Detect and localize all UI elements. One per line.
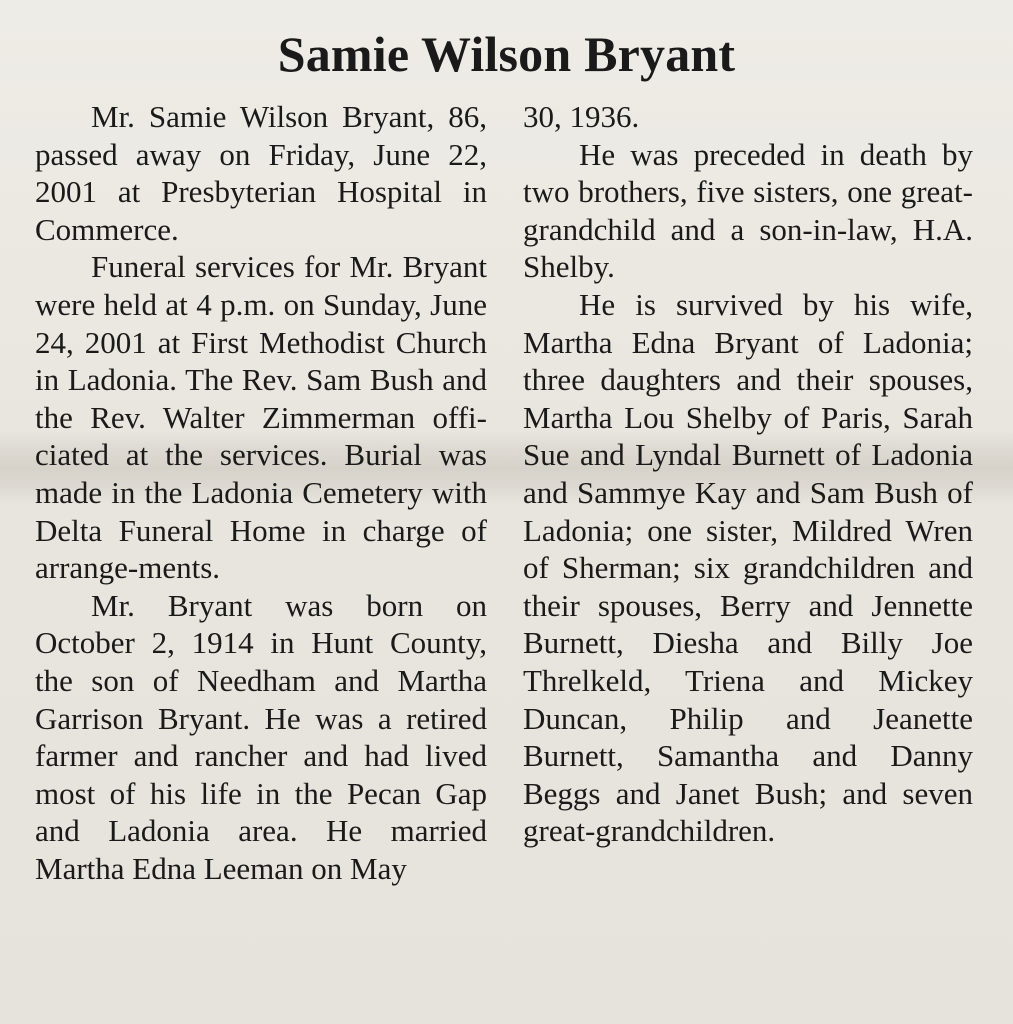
paragraph-biography: Mr. Bryant was born on October 2, 1914 in Hunt County, the son of Needham and Martha Garrison Bryant. He was a retired farmer and rancher and had lived most of his life in the Pecan Gap and Ladonia area. He married Martha Edna Leeman on May (35, 587, 487, 886)
paragraph-preceded-in-death: He was preceded in death by two brothers, five sisters, one great-grandchild and a son-in-law, H.A. Shelby. (523, 136, 973, 285)
paragraph-biography-continued: 30, 1936. (523, 99, 640, 134)
paragraph-funeral-services: Funeral services for Mr. Bryant were held at 4 p.m. on Sunday, June 24, 2001 at First Methodist Church in Ladonia. The Rev. Sam Bush and the Rev. Walter Zimmerman offi-ciated at the services. Burial was made in the Ladonia Cemetery with Delta Funeral Home in charge of arrange-ments. (35, 249, 487, 586)
right-column (523, 98, 973, 850)
paragraph-death-notice: Mr. Samie Wilson Bryant, 86, passed away on Friday, June 22, 2001 at Presbyterian Hospital in Commerce. (35, 99, 487, 247)
paragraph-survivors: He is survived by his wife, Martha Edna Bryant of Ladonia; three daughters and their spouses, Martha Lou Shelby of Paris, Sarah Sue and Lyndal Burnett of Ladonia and Sammye Kay and Sam Bush of Ladonia; one sister, Mildred Wren of Sherman; six grandchildren and their spouses, Berry and Jennette Burnett, Diesha and Billy Joe Threlkeld, Triena and Mickey Duncan, Philip and Jeanette Burnett, Samantha and Danny Beggs and Janet Bush; and seven great-grandchildren. (523, 286, 973, 849)
left-column (35, 98, 487, 887)
headline: Samie Wilson Bryant (277, 26, 736, 82)
